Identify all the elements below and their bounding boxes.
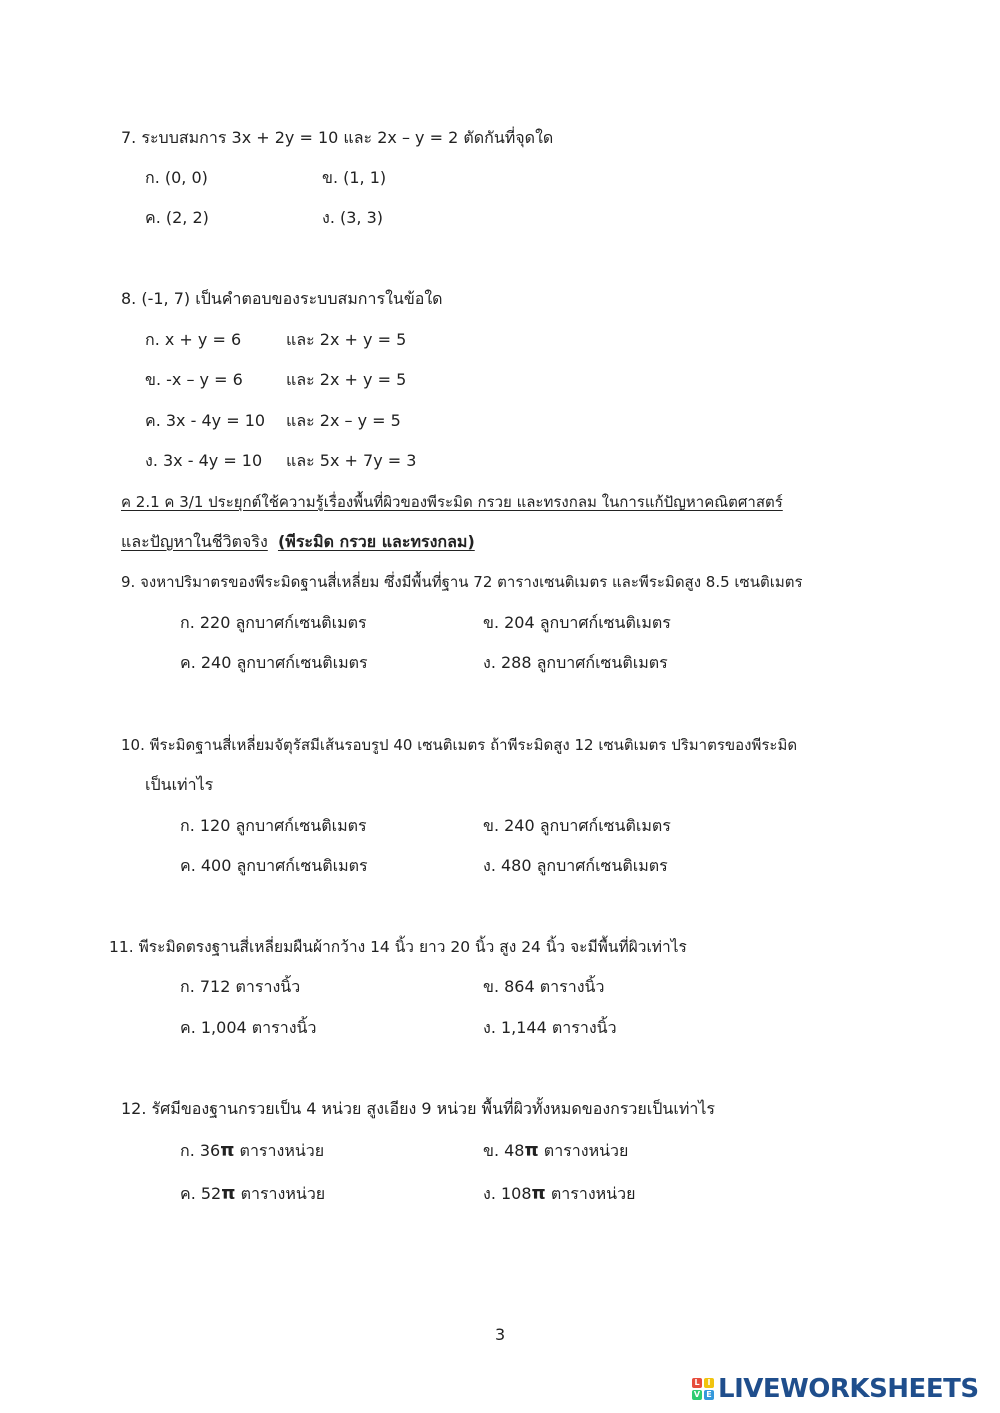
q8-option-b-eq2: และ 2x + y = 5 [286, 370, 407, 389]
q8-option-a-eq2: และ 2x + y = 5 [286, 330, 407, 349]
q11-option-c: ค. 1,004 ตารางนิ้ว [180, 1018, 317, 1037]
question-10-text-line-1: 10. พีระมิดฐานสี่เหลี่ยมจัตุรัสมีเส้นรอบรูป 40 เซนติเมตร ถ้าพีระมิดสูง 12 เซนติเมตร ปริมาตรของพีระมิด [121, 736, 798, 754]
q7-option-a: ก. (0, 0) [145, 168, 208, 187]
q9-option-b: ข. 204 ลูกบาศก์เซนติเมตร [483, 613, 671, 632]
question-7-text: 7. ระบบสมการ 3x + 2y = 10 และ 2x – y = 2 ตัดกันที่จุดใด [121, 128, 554, 147]
q12-option-b-unit: ตารางหน่วย [538, 1141, 629, 1160]
q12-option-c-prefix: ค. 52 [180, 1184, 222, 1203]
q8-option-c-eq2: และ 2x – y = 5 [286, 411, 401, 430]
question-8-text: 8. (-1, 7) เป็นคำตอบของระบบสมการในข้อใด [121, 289, 443, 308]
logo-letter-e: E [704, 1390, 714, 1400]
q12-option-d-unit: ตารางหน่วย [545, 1184, 636, 1203]
standard-line-2 [121, 532, 475, 552]
q9-option-c: ค. 240 ลูกบาศก์เซนติเมตร [180, 653, 368, 672]
q10-option-b: ข. 240 ลูกบาศก์เซนติเมตร [483, 816, 671, 835]
q9-option-a: ก. 220 ลูกบาศก์เซนติเมตร [180, 613, 367, 632]
liveworksheets-logo[interactable] [692, 1372, 979, 1406]
q8-option-a-eq1: ก. x + y = 6 [145, 330, 242, 349]
standard-line-1: ค 2.1 ค 3/1 ประยุกต์ใช้ความรู้เรื่องพื้นที่ผิวของพีระมิด กรวย และทรงกลม ในการแก้ปัญหาคณิตศาสตร์ [121, 493, 783, 511]
pi-symbol: π [221, 1183, 236, 1204]
logo-letter-v: V [693, 1390, 701, 1399]
q11-option-a: ก. 712 ตารางนิ้ว [180, 977, 301, 996]
q12-option-c-unit: ตารางหน่วย [235, 1184, 326, 1203]
standard-line-2-text: และปัญหาในชีวิตจริง [121, 532, 268, 551]
q12-option-a-prefix: ก. 36 [180, 1141, 221, 1160]
standard-topic: (พีระมิด กรวย และทรงกลม) [277, 532, 475, 551]
q7-option-b: ข. (1, 1) [322, 168, 387, 187]
q12-option-a [180, 1141, 324, 1161]
q11-option-d: ง. 1,144 ตารางนิ้ว [483, 1018, 617, 1037]
q8-option-c-eq1: ค. 3x - 4y = 10 [145, 411, 266, 430]
q12-option-d-prefix: ง. 108 [483, 1184, 532, 1203]
q12-option-b-prefix: ข. 48 [483, 1141, 525, 1160]
logo-grid-icon [692, 1378, 714, 1400]
question-9-text: 9. จงหาปริมาตรของพีระมิดฐานสี่เหลี่ยม ซึ่งมีพื้นที่ฐาน 72 ตารางเซนติเมตร และพีระมิดสูง 8.5 เซนติเมตร [121, 573, 803, 591]
q12-option-c [180, 1184, 325, 1204]
q12-option-b [483, 1141, 628, 1161]
q10-option-d: ง. 480 ลูกบาศก์เซนติเมตร [483, 856, 668, 875]
q8-option-d-eq2: และ 5x + 7y = 3 [286, 451, 417, 470]
q12-option-d [483, 1184, 635, 1204]
q12-option-a-unit: ตารางหน่วย [234, 1141, 325, 1160]
q10-option-a: ก. 120 ลูกบาศก์เซนติเมตร [180, 816, 367, 835]
pi-symbol: π [531, 1183, 546, 1204]
logo-letter-l: L [692, 1378, 702, 1388]
q11-option-b: ข. 864 ตารางนิ้ว [483, 977, 605, 996]
pi-symbol: π [524, 1140, 539, 1161]
q7-option-d: ง. (3, 3) [322, 208, 383, 227]
q10-option-c: ค. 400 ลูกบาศก์เซนติเมตร [180, 856, 368, 875]
question-10-text-line-2: เป็นเท่าไร [145, 775, 214, 794]
q8-option-b-eq1: ข. -x – y = 6 [145, 370, 243, 389]
q7-option-c: ค. (2, 2) [145, 208, 209, 227]
q8-option-d-eq1: ง. 3x - 4y = 10 [145, 451, 263, 470]
question-11-text: 11. พีระมิดตรงฐานสี่เหลี่ยมผืนผ้ากว้าง 14 นิ้ว ยาว 20 นิ้ว สูง 24 นิ้ว จะมีพื้นที่ผิวเท่าไร [109, 938, 687, 956]
q9-option-d: ง. 288 ลูกบาศก์เซนติเมตร [483, 653, 668, 672]
logo-letter-i: I [704, 1378, 714, 1388]
question-12-text: 12. รัศมีของฐานกรวยเป็น 4 หน่วย สูงเอียง 9 หน่วย พื้นที่ผิวทั้งหมดของกรวยเป็นเท่าไร [121, 1099, 715, 1118]
pi-symbol: π [220, 1140, 235, 1161]
brand-name: LIVEWORKSHEETS [718, 1374, 979, 1404]
page-number: 3 [495, 1325, 506, 1344]
